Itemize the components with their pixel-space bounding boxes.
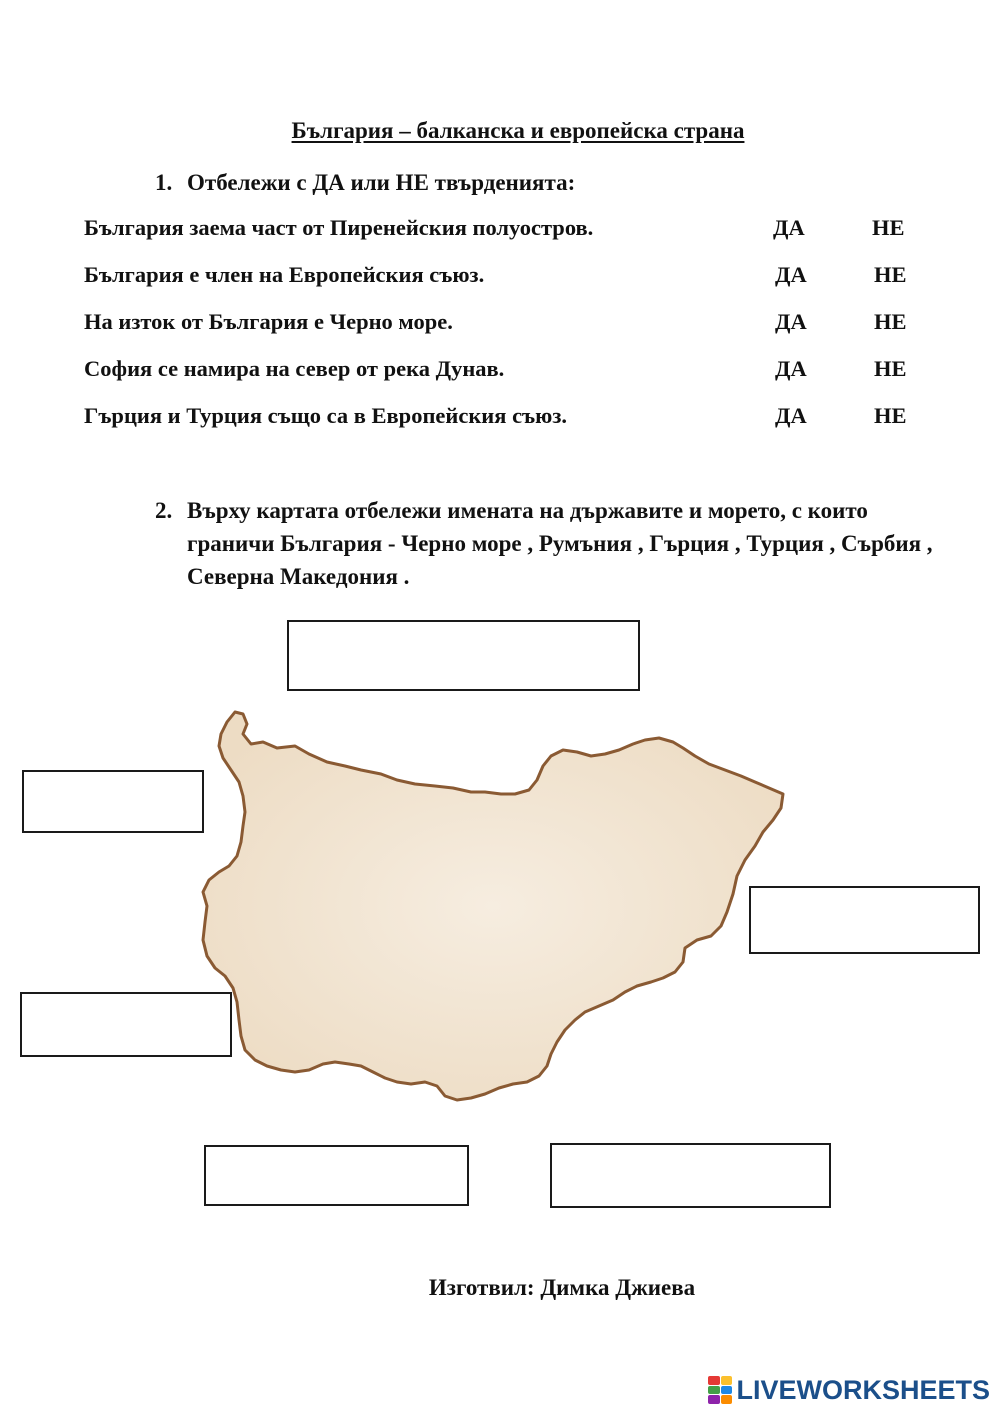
no-option[interactable]: НЕ	[874, 309, 907, 334]
no-option[interactable]: НЕ	[874, 403, 907, 428]
question-2	[155, 494, 945, 593]
logo-block	[708, 1386, 720, 1395]
no-option[interactable]: НЕ	[874, 356, 907, 381]
no-option[interactable]: НЕ	[874, 262, 907, 287]
logo-block	[708, 1395, 720, 1404]
answer-box-south-west[interactable]	[204, 1145, 469, 1206]
statement-text: На изток от България е Черно море.	[84, 309, 453, 334]
yes-option[interactable]: ДА	[775, 356, 807, 381]
logo-block	[708, 1376, 720, 1385]
author-credit: Изготвил: Димка Джиева	[428, 1275, 696, 1300]
statement-text: България е член на Европейския съюз.	[84, 262, 485, 287]
yes-option[interactable]: ДА	[775, 262, 807, 287]
answer-box-south-east[interactable]	[550, 1143, 831, 1208]
statement-row-3	[0, 309, 1000, 339]
question-1-heading	[155, 170, 575, 196]
statement-text: България заема част от Пиренейския полуостров.	[84, 215, 594, 240]
liveworksheets-text: LIVEWORKSHEETS	[736, 1374, 990, 1405]
logo-block	[721, 1386, 733, 1395]
statement-row-4	[0, 356, 1000, 386]
question-1-text: Отбележи с ДА или НЕ твърденията:	[187, 170, 576, 195]
answer-box-north-west[interactable]	[22, 770, 204, 833]
yes-option[interactable]: ДА	[775, 403, 807, 428]
question-2-number: 2.	[155, 498, 173, 523]
statement-text: Гърция и Турция също са в Европейския съюз.	[84, 403, 568, 428]
answer-box-west[interactable]	[20, 992, 232, 1057]
statement-text: София се намира на север от река Дунав.	[84, 356, 505, 381]
statement-row-5	[0, 403, 1000, 433]
bulgaria-outline	[203, 712, 783, 1100]
yes-option[interactable]: ДА	[775, 309, 807, 334]
bulgaria-map	[185, 700, 805, 1110]
bulgaria-map-shape	[185, 700, 805, 1110]
liveworksheets-brand	[708, 1375, 990, 1405]
yes-option[interactable]: ДА	[773, 215, 805, 240]
question-1-number: 1.	[155, 170, 173, 195]
no-option[interactable]: НЕ	[872, 215, 905, 240]
liveworksheets-logo-icon	[708, 1376, 732, 1404]
logo-block	[721, 1376, 733, 1385]
worksheet-title: България – балканска и европейска страна	[291, 118, 745, 143]
answer-box-north[interactable]	[287, 620, 640, 691]
statement-row-1	[0, 215, 1000, 245]
statement-row-2	[0, 262, 1000, 292]
question-2-text: Върху картата отбележи имената на държавите и морето, с които граничи България - Черно море , Румъния , Гърция , Турция , Сърбия , Северна Македония .	[187, 498, 933, 589]
logo-block	[721, 1395, 733, 1404]
answer-box-east[interactable]	[749, 886, 980, 954]
